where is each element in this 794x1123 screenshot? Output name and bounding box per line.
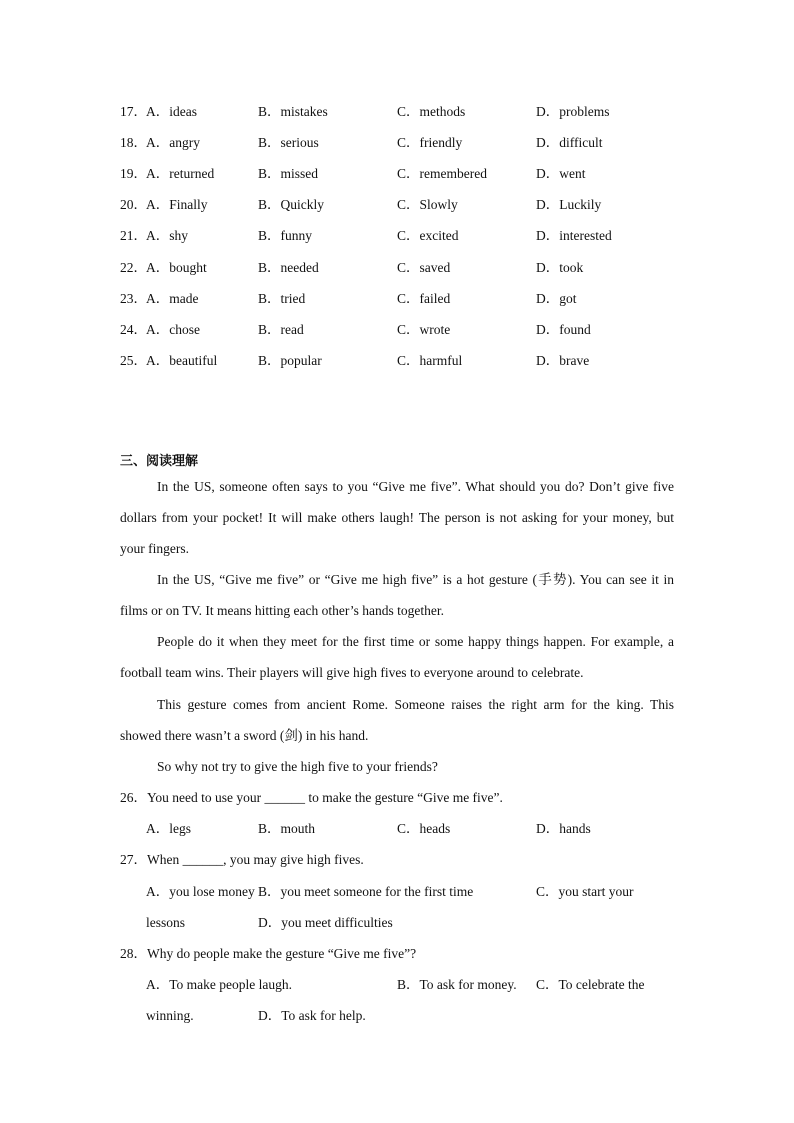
reading-paragraph: This gesture comes from ancient Rome. Someone raises the right arm for the king. This showed there wasn’t a sword (剑) in his hand. <box>120 697 674 743</box>
cloze-option-row: 25． A．beautiful B．popular C．harmful D．brave <box>120 351 680 371</box>
answer-d: D．hands <box>536 821 591 836</box>
answer-a: A．you lose money <box>146 884 255 899</box>
option-c: C．remembered <box>397 166 487 181</box>
option-c: C．Slowly <box>397 197 458 212</box>
option-c: C．excited <box>397 228 459 243</box>
answer-a: A．legs <box>146 821 191 836</box>
answer-c: C．To celebrate the <box>536 977 645 992</box>
answer-d: D．you meet difficulties <box>258 915 393 930</box>
cloze-option-row: 23． A．made B．tried C．failed D．got <box>120 289 680 309</box>
option-b: B．missed <box>258 166 319 181</box>
question-stem: 26．You need to use your ______ to make the gesture “Give me five”. <box>120 790 503 805</box>
cloze-option-row: 17． A．ideas B．mistakes C．methods D．problems <box>120 102 680 122</box>
option-b: B．funny <box>258 228 312 243</box>
option-d: D．Luckily <box>536 197 602 212</box>
reading-paragraph: In the US, someone often says to you “Give me five”. What should you do? Don’t give five dollars from your pocket! It will make others laugh! The person is not asking for your money, but your fingers. <box>120 479 674 556</box>
answer-b: B．mouth <box>258 821 316 836</box>
option-d: D．took <box>536 260 584 275</box>
option-b: B．popular <box>258 353 322 368</box>
cloze-option-row: 18． A．angry B．serious C．friendly D．difficult <box>120 133 680 153</box>
cloze-option-row: 19． A．returned B．missed C．remembered D．went <box>120 164 680 184</box>
cloze-option-row: 21． A．shy B．funny C．excited D．interested <box>120 226 680 246</box>
answer-c: C．heads <box>397 821 451 836</box>
option-c: C．saved <box>397 260 451 275</box>
question-stem: 28．Why do people make the gesture “Give me five”? <box>120 946 417 961</box>
reading-paragraph: People do it when they meet for the first time or some happy things happen. For example, a football team wins. Their players will give high fives to everyone around to celebrate. <box>120 634 674 680</box>
reading-paragraph: In the US, “Give me five” or “Give me high five” is a hot gesture (手势). You can see it in films or on TV. It means hitting each other’s hands together. <box>120 572 674 618</box>
option-b: B．needed <box>258 260 319 275</box>
answer-c: C．you start your <box>536 884 634 899</box>
option-c: C．harmful <box>397 353 463 368</box>
option-c: C．failed <box>397 291 451 306</box>
reading-paragraph: So why not try to give the high five to your friends? <box>157 759 438 774</box>
option-d: D．brave <box>536 353 590 368</box>
cloze-option-row: 22． A．bought B．needed C．saved D．took <box>120 258 680 278</box>
cloze-option-row: 20． A．Finally B．Quickly C．Slowly D．Luckily <box>120 195 680 215</box>
answer-a: A．To make people laugh. <box>146 977 293 992</box>
answer-b: B．you meet someone for the first time <box>258 884 474 899</box>
answer-d: D．To ask for help. <box>258 1008 366 1023</box>
section-heading: 三、阅读理解 <box>120 454 199 469</box>
option-b: B．read <box>258 322 304 337</box>
answer-c-continued: winning. <box>146 1008 194 1023</box>
option-d: D．found <box>536 322 591 337</box>
option-c: C．friendly <box>397 135 463 150</box>
question-stem: 27．When ______, you may give high fives. <box>120 852 364 867</box>
cloze-option-row: 24． A．chose B．read C．wrote D．found <box>120 320 680 340</box>
option-d: D．got <box>536 291 577 306</box>
option-b: B．serious <box>258 135 319 150</box>
option-c: C．methods <box>397 104 466 119</box>
answer-c-continued: lessons <box>146 915 186 930</box>
answer-b: B．To ask for money. <box>397 977 517 992</box>
option-b: B．mistakes <box>258 104 328 119</box>
option-b: B．Quickly <box>258 197 324 212</box>
option-d: D．difficult <box>536 135 603 150</box>
option-d: D．interested <box>536 228 612 243</box>
option-d: D．went <box>536 166 586 181</box>
option-c: C．wrote <box>397 322 451 337</box>
option-d: D．problems <box>536 104 610 119</box>
option-b: B．tried <box>258 291 306 306</box>
